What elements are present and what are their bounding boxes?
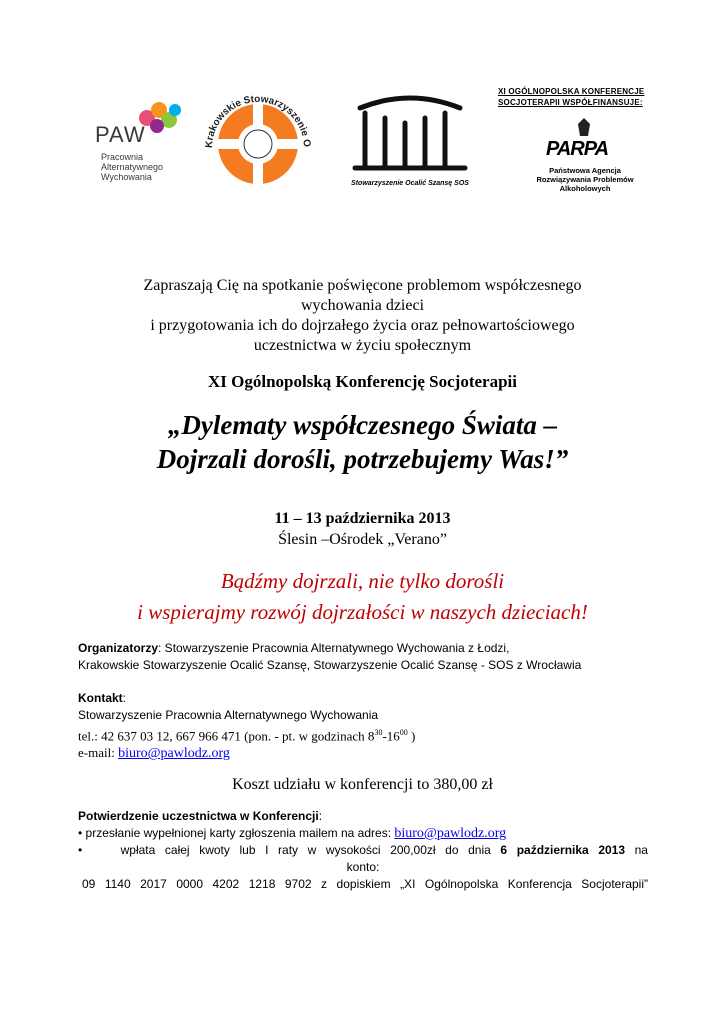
sos-caption: Stowarzyszenie Ocalić Szansę SOS: [351, 180, 469, 187]
parpa-caption-2: SOCJOTERAPII WSPÓŁFINANSUJE:: [498, 98, 643, 107]
paw-logo: [95, 100, 190, 185]
event-date: 11 – 13 października 2013: [274, 510, 451, 527]
bullet-icon: •: [78, 843, 83, 857]
paw-subtitle: Pracownia Alternatywnego Wychowania: [101, 152, 164, 182]
parpa-caption-1: XI OGÓLNOPOLSKA KONFERENCJE: [498, 87, 645, 96]
bullet-2: • wpłata całej kwoty lub I raty w wysokości 200,00zł do dnia 6 października 2013 na: [78, 843, 648, 857]
eagle-icon: [574, 116, 594, 138]
bullet-icon: •: [78, 826, 83, 840]
intro-text: Zapraszają Cię na spotkanie poświęcone problemom współczesnego wychowania dzieci i przygotowania ich do dojrzałego życia oraz pełnowartościowego uczestnictwa w życiu społecznym: [143, 277, 582, 354]
contact-phone: tel.: 42 637 03 12, 667 966 471 (pon. - pt. w godzinach $8^{30}-16^{00}$ ): [78, 728, 416, 744]
organizers-label: Organizatorzy: [78, 641, 159, 655]
contact-email-link[interactable]: biuro@pawlodz.org: [118, 746, 230, 762]
confirmation-email-link[interactable]: biuro@pawlodz.org: [394, 826, 507, 841]
sos-logo: [340, 88, 480, 193]
conference-name: XI Ogólnopolską Konferencję Socjoterapii: [208, 372, 517, 391]
parpa-subtitle: Państwowa Agencja Rozwiązywania Problemów Alkoholowych: [536, 166, 634, 193]
bullet-1: • przesłanie wypełnionej karty zgłoszenia mailem na adres: biuro@pawlodz.org: [78, 826, 507, 841]
figures-icon: [340, 88, 480, 178]
motto: Bądźmy dojrzali, nie tylko dorośli i wspierajmy rozwój dojrzałości w naszych dzieciach!: [137, 569, 588, 624]
cost: Koszt udziału w konferencji to 380,00 zł: [232, 776, 493, 793]
parpa-word: PARPA: [546, 138, 609, 160]
bank-account: 09 1140 2017 0000 4202 1218 9702 z dopiskiem „XI Ogólnopolska Konferencja Socjoterapii”: [82, 877, 648, 891]
paw-word: PAW: [95, 122, 146, 147]
contact: Kontakt: Stowarzyszenie Pracownia Alternatywnego Wychowania tel.: 42 637 03 12, 667 966 471 (pon. - pt. w godzinach $8^{30}-16^{00}$ ) e-mail: biuro@pawlodz.org: [78, 690, 678, 762]
page-title: „Dylematy współczesnego Świata – Dojrzali dorośli, potrzebujemy Was!”: [156, 410, 569, 474]
event-place: Ślesin –Ośrodek „Verano”: [278, 531, 447, 548]
confirmation: Potwierdzenie uczestnictwa w Konferencji: • przesłanie wypełnionej karty zgłoszenia mailem na adres: biuro@pawlodz.org • wpłata całej kwoty lub I raty w wysokości 200,00zł do dnia 6 października 2013 na konto: 09 1140 2017 0000 4202 1218 9702 z dopiskiem „XI Ogólnopolska Konferencja Socjoterapii”: [78, 809, 648, 891]
confirmation-label: Potwierdzenie uczestnictwa w Konferencji: [78, 809, 319, 823]
kso-logo: [198, 86, 318, 198]
parpa-logo: [498, 86, 658, 196]
organizers: Organizatorzy: Stowarzyszenie Pracownia Alternatywnego Wychowania z Łodzi, Krakowskie Stowarzyszenie Ocalić Szansę, Stowarzyszenie Ocalić Szansę - SOS z Wrocławia: [78, 641, 582, 672]
kso-ring-text: Krakowskie Stowarzyszenie O: [203, 93, 313, 149]
contact-label: Kontakt: [78, 691, 123, 705]
